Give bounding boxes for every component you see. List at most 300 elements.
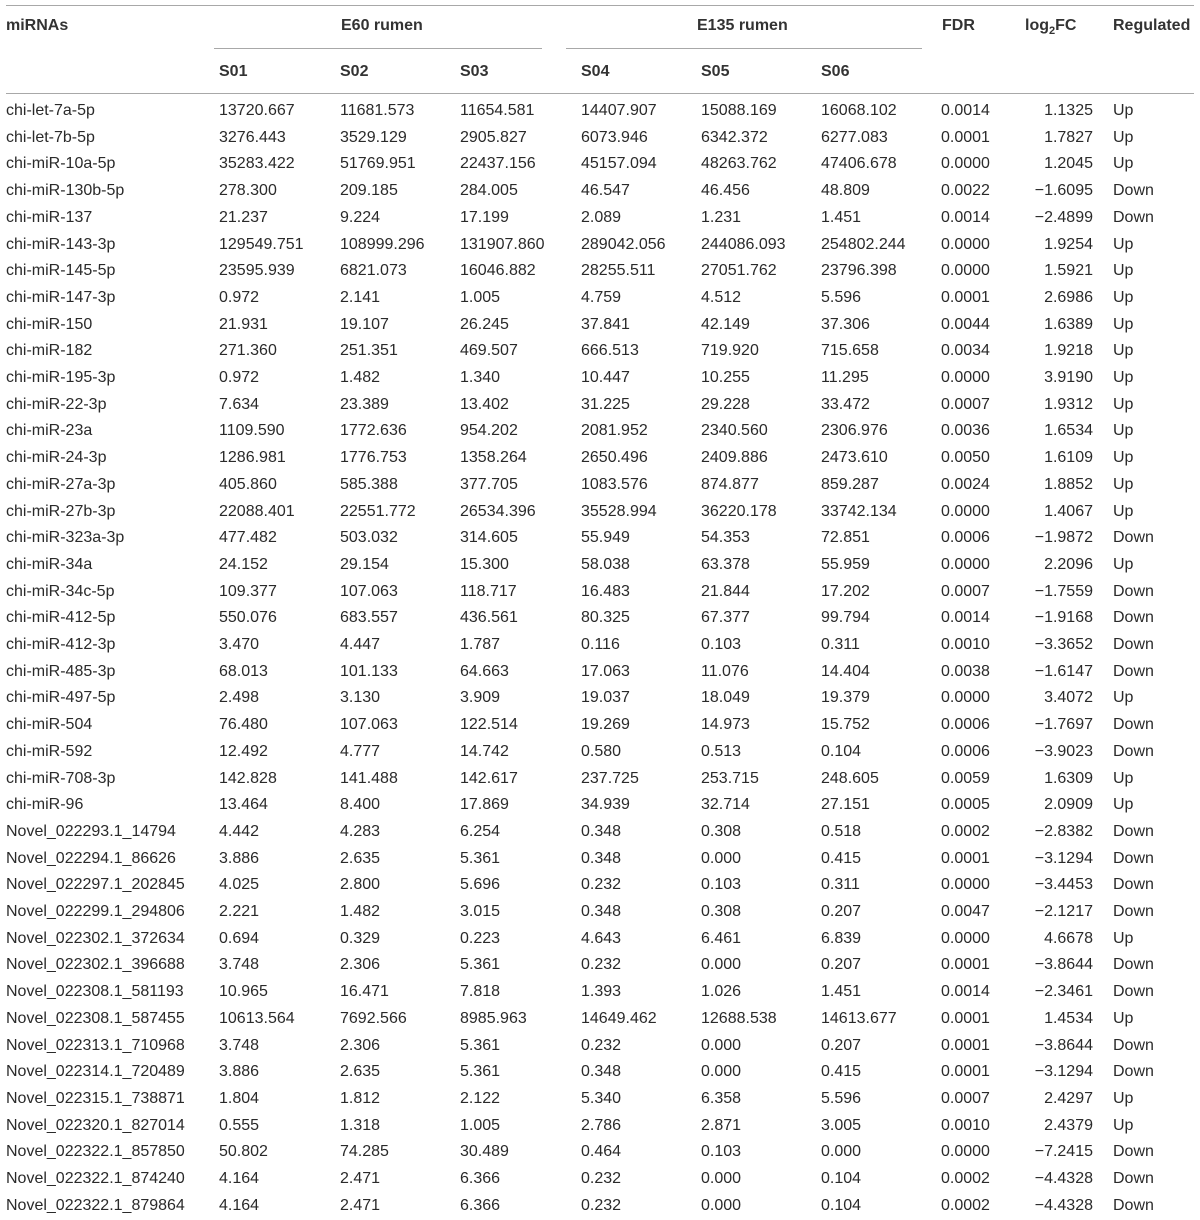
- mirna-name: chi-miR-23a: [6, 422, 93, 440]
- value-s04: 14407.907: [581, 102, 657, 119]
- value-s06: 27.151: [821, 796, 870, 814]
- fdr-value: 0.0006: [941, 529, 990, 547]
- value-s06: 6.839: [821, 929, 862, 947]
- value-s03: 8985.963: [460, 1009, 527, 1027]
- value-s05: 2.871: [701, 1116, 742, 1134]
- fdr-value: 0.0022: [941, 182, 990, 200]
- log2fc-value: 1.6309: [1044, 769, 1093, 787]
- fdr-value: 0.0036: [941, 422, 990, 440]
- table-row: [0, 1033, 1200, 1060]
- fdr-value: 0.0000: [941, 689, 990, 707]
- value-s06: 0.000: [821, 1143, 862, 1161]
- mirna-name: Novel_022294.1_86626: [6, 849, 176, 867]
- fdr-value: 0.0000: [941, 502, 990, 520]
- value-s05: 36220.178: [701, 502, 777, 520]
- value-s04: 28255.511: [581, 262, 656, 280]
- value-s01: 10613.564: [219, 1009, 295, 1027]
- log2fc-value: −2.8382: [1034, 822, 1093, 840]
- value-s03: 5.361: [460, 1036, 501, 1054]
- log2fc-subscript: 2: [1049, 25, 1056, 38]
- value-s05: 27051.762: [701, 262, 777, 280]
- log2fc-base: log: [1025, 17, 1049, 34]
- mirna-name: chi-miR-34a: [6, 555, 93, 573]
- log2fc-value: 2.0909: [1044, 796, 1093, 814]
- mirna-name: Novel_022302.1_372634: [6, 929, 185, 947]
- value-s05: 2340.560: [701, 422, 768, 440]
- value-s01: 2.498: [219, 689, 260, 707]
- regulated-value: Up: [1113, 235, 1134, 253]
- value-s05: 253.715: [701, 769, 759, 787]
- mirna-name: chi-miR-130b-5p: [6, 182, 125, 200]
- table-row: [0, 819, 1200, 846]
- mirna-name: chi-miR-195-3p: [6, 369, 116, 386]
- table-row: [0, 952, 1200, 979]
- value-s04: 35528.994: [581, 502, 657, 520]
- table-row: [0, 125, 1200, 152]
- log2fc-value: 1.9312: [1044, 395, 1093, 413]
- value-s05: 0.000: [701, 956, 742, 974]
- value-s06: 0.104: [821, 742, 862, 760]
- log2fc-value: −1.6095: [1034, 182, 1093, 200]
- regulated-value: Down: [1113, 1170, 1154, 1187]
- value-s04: 19.269: [581, 716, 630, 734]
- log2fc-value: 2.4379: [1044, 1116, 1093, 1134]
- fdr-value: 0.0050: [941, 449, 990, 467]
- value-s05: 12688.538: [701, 1009, 777, 1027]
- regulated-value: Down: [1113, 956, 1154, 974]
- value-s01: 0.694: [219, 929, 260, 947]
- table-row: [0, 312, 1200, 339]
- fdr-value: 0.0001: [941, 956, 990, 974]
- mirna-name: Novel_022297.1_202845: [6, 876, 185, 894]
- regulated-value: Down: [1113, 1063, 1154, 1081]
- value-s04: 0.232: [581, 876, 622, 894]
- table-row: [0, 846, 1200, 873]
- value-s02: 2.471: [340, 1196, 381, 1214]
- value-s03: 1.005: [460, 288, 501, 306]
- value-s04: 0.232: [581, 1036, 622, 1054]
- value-s06: 55.959: [821, 555, 870, 573]
- mirna-name: chi-miR-143-3p: [6, 235, 116, 253]
- value-s03: 26534.396: [460, 502, 536, 520]
- log2fc-value: 3.4072: [1044, 689, 1093, 707]
- fdr-value: 0.0000: [941, 1143, 990, 1161]
- value-s01: 4.164: [219, 1196, 260, 1214]
- log2fc-value: 1.6389: [1044, 315, 1093, 333]
- fdr-value: 0.0001: [941, 288, 990, 306]
- mirna-name: chi-miR-150: [6, 315, 93, 333]
- value-s01: 278.300: [219, 182, 277, 200]
- fdr-value: 0.0000: [941, 876, 990, 894]
- value-s06: 859.287: [821, 475, 879, 493]
- value-s06: 5.596: [821, 288, 862, 306]
- value-s05: 0.000: [701, 849, 742, 867]
- value-s05: 1.026: [701, 983, 742, 1001]
- value-s01: 0.972: [219, 369, 260, 386]
- value-s06: 47406.678: [821, 155, 897, 173]
- regulated-value: Down: [1113, 529, 1154, 547]
- table-row: [0, 232, 1200, 259]
- value-s02: 107.063: [340, 582, 398, 600]
- value-s03: 17.869: [460, 796, 509, 814]
- value-s04: 6073.946: [581, 128, 648, 146]
- value-s03: 1358.264: [460, 449, 527, 467]
- value-s05: 63.378: [701, 555, 750, 573]
- value-s01: 50.802: [219, 1143, 268, 1161]
- log2fc-value: −3.3652: [1034, 636, 1093, 653]
- value-s05: 18.049: [701, 689, 750, 707]
- value-s04: 666.513: [581, 342, 639, 360]
- table-row: [0, 445, 1200, 472]
- value-s02: 3529.129: [340, 128, 407, 146]
- regulated-value: Down: [1113, 1036, 1154, 1054]
- value-s01: 10.965: [219, 983, 268, 1001]
- value-s06: 6277.083: [821, 128, 888, 146]
- value-s05: 0.000: [701, 1170, 742, 1187]
- value-s03: 954.202: [460, 422, 518, 440]
- fdr-value: 0.0047: [941, 903, 990, 920]
- value-s02: 4.283: [340, 822, 381, 840]
- header-regulated: Regulated: [1113, 17, 1191, 34]
- value-s03: 377.705: [460, 475, 518, 493]
- log2fc-value: 1.2045: [1044, 155, 1093, 173]
- value-s06: 14.404: [821, 662, 870, 680]
- table-row: [0, 1086, 1200, 1113]
- value-s02: 7692.566: [340, 1009, 407, 1027]
- value-s01: 3.748: [219, 1036, 260, 1054]
- value-s02: 19.107: [340, 315, 389, 333]
- value-s01: 4.442: [219, 822, 260, 840]
- fdr-value: 0.0010: [941, 1116, 990, 1134]
- log2fc-value: −4.4328: [1034, 1196, 1093, 1214]
- fdr-value: 0.0001: [941, 849, 990, 867]
- table-row: [0, 685, 1200, 712]
- log2fc-value: 1.9218: [1044, 342, 1093, 360]
- value-s01: 3.886: [219, 849, 260, 867]
- header-fdr: FDR: [942, 17, 975, 34]
- header-bottom-rule: [6, 93, 1194, 94]
- log2fc-value: −3.8644: [1034, 1036, 1093, 1054]
- fdr-value: 0.0001: [941, 1063, 990, 1081]
- log2fc-value: 1.7827: [1044, 128, 1093, 146]
- value-s02: 107.063: [340, 716, 398, 734]
- value-s01: 22088.401: [219, 502, 295, 520]
- regulated-value: Down: [1113, 742, 1154, 760]
- value-s03: 469.507: [460, 342, 518, 360]
- value-s06: 72.851: [821, 529, 870, 547]
- log2fc-value: 1.8852: [1044, 475, 1093, 493]
- log2fc-value: 1.6534: [1044, 422, 1093, 440]
- value-s04: 34.939: [581, 796, 630, 814]
- value-s01: 4.164: [219, 1170, 260, 1187]
- table-row: [0, 766, 1200, 793]
- value-s01: 109.377: [219, 582, 277, 600]
- value-s05: 46.456: [701, 182, 750, 200]
- value-s04: 46.547: [581, 182, 630, 200]
- log2fc-value: 1.9254: [1044, 235, 1093, 253]
- regulated-value: Down: [1113, 182, 1154, 200]
- log2fc-value: −3.1294: [1034, 849, 1093, 867]
- table-row: [0, 926, 1200, 953]
- value-s05: 244086.093: [701, 235, 786, 253]
- fdr-value: 0.0000: [941, 155, 990, 173]
- value-s03: 2.122: [460, 1089, 501, 1107]
- value-s03: 3.909: [460, 689, 501, 707]
- regulated-value: Down: [1113, 662, 1154, 680]
- value-s02: 4.447: [340, 636, 381, 653]
- value-s05: 0.000: [701, 1063, 742, 1081]
- mirna-name: chi-miR-182: [6, 342, 93, 360]
- value-s05: 2409.886: [701, 449, 768, 467]
- regulated-value: Up: [1113, 1116, 1134, 1134]
- value-s05: 0.103: [701, 1143, 742, 1161]
- value-s06: 1.451: [821, 983, 862, 1001]
- value-s05: 14.973: [701, 716, 750, 734]
- value-s01: 142.828: [219, 769, 277, 787]
- table-row: [0, 499, 1200, 526]
- value-s04: 0.232: [581, 956, 622, 974]
- mirna-name: chi-miR-24-3p: [6, 449, 107, 467]
- log2fc-value: 1.5921: [1044, 262, 1093, 280]
- value-s02: 1.482: [340, 903, 381, 920]
- value-s02: 23.389: [340, 395, 389, 413]
- value-s04: 37.841: [581, 315, 630, 333]
- value-s04: 0.232: [581, 1196, 622, 1214]
- value-s06: 1.451: [821, 208, 862, 226]
- value-s06: 16068.102: [821, 102, 897, 119]
- value-s06: 254802.244: [821, 235, 906, 253]
- table-row: [0, 739, 1200, 766]
- value-s03: 6.366: [460, 1196, 501, 1214]
- value-s04: 0.348: [581, 849, 622, 867]
- value-s05: 0.103: [701, 636, 742, 653]
- mirna-name: chi-miR-10a-5p: [6, 155, 116, 173]
- value-s02: 2.471: [340, 1170, 381, 1187]
- value-s06: 248.605: [821, 769, 879, 787]
- value-s01: 477.482: [219, 529, 277, 547]
- mirna-name: Novel_022322.1_879864: [6, 1196, 185, 1214]
- mirna-name: chi-miR-27a-3p: [6, 475, 116, 493]
- mirna-name: Novel_022308.1_581193: [6, 983, 184, 1001]
- mirna-name: chi-miR-145-5p: [6, 262, 116, 280]
- header-group-e60: E60 rumen: [341, 17, 423, 34]
- value-s05: 42.149: [701, 315, 750, 333]
- fdr-value: 0.0007: [941, 1089, 990, 1107]
- log2fc-value: −1.9168: [1034, 609, 1093, 627]
- table-row: [0, 258, 1200, 285]
- value-s01: 0.972: [219, 288, 260, 306]
- value-s06: 19.379: [821, 689, 870, 707]
- table-row: [0, 712, 1200, 739]
- log2fc-value: −2.1217: [1034, 903, 1093, 920]
- value-s04: 1083.576: [581, 475, 648, 493]
- value-s01: 23595.939: [219, 262, 295, 280]
- regulated-value: Down: [1113, 582, 1154, 600]
- value-s05: 48263.762: [701, 155, 777, 173]
- value-s06: 0.311: [821, 636, 860, 653]
- value-s01: 21.931: [219, 315, 268, 333]
- regulated-value: Down: [1113, 876, 1154, 894]
- value-s01: 3276.443: [219, 128, 286, 146]
- value-s02: 1.812: [340, 1089, 381, 1107]
- mirna-name: chi-miR-485-3p: [6, 662, 116, 680]
- value-s04: 2.089: [581, 208, 622, 226]
- mirna-name: chi-miR-137: [6, 208, 93, 226]
- mirna-name: chi-miR-504: [6, 716, 93, 734]
- value-s05: 15088.169: [701, 102, 777, 119]
- value-s04: 31.225: [581, 395, 630, 413]
- table-row: [0, 472, 1200, 499]
- table-row: [0, 1139, 1200, 1166]
- value-s04: 0.116: [581, 636, 620, 653]
- fdr-value: 0.0024: [941, 475, 990, 493]
- value-s03: 131907.860: [460, 235, 545, 253]
- value-s02: 108999.296: [340, 235, 425, 253]
- regulated-value: Up: [1113, 422, 1134, 440]
- regulated-value: Up: [1113, 502, 1134, 520]
- regulated-value: Up: [1113, 555, 1134, 573]
- value-s06: 0.207: [821, 1036, 862, 1054]
- table-row: [0, 418, 1200, 445]
- value-s03: 13.402: [460, 395, 509, 413]
- mirna-name: chi-miR-27b-3p: [6, 502, 116, 520]
- value-s02: 1776.753: [340, 449, 407, 467]
- regulated-value: Up: [1113, 315, 1134, 333]
- regulated-value: Up: [1113, 796, 1134, 814]
- value-s05: 21.844: [701, 582, 750, 600]
- log2fc-value: 3.9190: [1044, 369, 1093, 386]
- log2fc-value: −3.4453: [1034, 876, 1093, 894]
- log2fc-value: −3.1294: [1034, 1063, 1093, 1081]
- value-s04: 0.464: [581, 1143, 622, 1161]
- fdr-value: 0.0010: [941, 636, 990, 653]
- value-s06: 15.752: [821, 716, 870, 734]
- value-s01: 24.152: [219, 555, 268, 573]
- fdr-value: 0.0001: [941, 1036, 990, 1054]
- fdr-value: 0.0014: [941, 102, 990, 119]
- value-s03: 26.245: [460, 315, 509, 333]
- group-rule-e60: [214, 48, 542, 49]
- value-s02: 11681.573: [340, 102, 415, 119]
- value-s04: 4.759: [581, 288, 622, 306]
- value-s06: 5.596: [821, 1089, 862, 1107]
- regulated-value: Up: [1113, 369, 1134, 386]
- mirna-name: chi-miR-708-3p: [6, 769, 116, 787]
- table-row: [0, 1059, 1200, 1086]
- header-log2fc: [1025, 17, 1076, 37]
- regulated-value: Up: [1113, 475, 1134, 493]
- log2fc-value: −2.3461: [1034, 983, 1093, 1001]
- value-s02: 2.635: [340, 1063, 381, 1081]
- regulated-value: Up: [1113, 128, 1134, 146]
- value-s05: 6.358: [701, 1089, 742, 1107]
- value-s06: 0.518: [821, 822, 862, 840]
- value-s02: 251.351: [340, 342, 398, 360]
- regulated-value: Up: [1113, 155, 1134, 173]
- table-row: [0, 1006, 1200, 1033]
- mirna-name: chi-let-7a-5p: [6, 102, 95, 119]
- log2fc-value: 2.6986: [1044, 288, 1093, 306]
- value-s04: 10.447: [581, 369, 630, 386]
- value-s03: 17.199: [460, 208, 509, 226]
- value-s06: 14613.677: [821, 1009, 897, 1027]
- mirna-name: chi-miR-323a-3p: [6, 529, 125, 547]
- regulated-value: Down: [1113, 208, 1154, 226]
- value-s02: 2.635: [340, 849, 381, 867]
- value-s04: 58.038: [581, 555, 630, 573]
- value-s04: 0.580: [581, 742, 622, 760]
- log2fc-suffix: FC: [1055, 17, 1077, 34]
- mirna-name: Novel_022315.1_738871: [6, 1089, 185, 1107]
- value-s03: 122.514: [460, 716, 518, 734]
- regulated-value: Down: [1113, 822, 1154, 840]
- value-s06: 0.207: [821, 956, 862, 974]
- value-s05: 874.877: [701, 475, 759, 493]
- value-s04: 0.348: [581, 1063, 622, 1081]
- table-row: [0, 98, 1200, 125]
- value-s03: 5.696: [460, 876, 501, 894]
- regulated-value: Up: [1113, 102, 1134, 119]
- value-s03: 7.818: [460, 983, 501, 1001]
- table-row: [0, 285, 1200, 312]
- value-s03: 64.663: [460, 662, 509, 680]
- value-s03: 5.361: [460, 1063, 501, 1081]
- value-s02: 1.482: [340, 369, 381, 386]
- value-s05: 67.377: [701, 609, 750, 627]
- value-s03: 6.254: [460, 822, 501, 840]
- fdr-value: 0.0002: [941, 822, 990, 840]
- table-row: [0, 552, 1200, 579]
- value-s04: 2081.952: [581, 422, 648, 440]
- regulated-value: Up: [1113, 288, 1134, 306]
- regulated-value: Down: [1113, 1143, 1154, 1161]
- value-s05: 11.076: [701, 662, 749, 680]
- fdr-value: 0.0000: [941, 235, 990, 253]
- value-s02: 8.400: [340, 796, 381, 814]
- table-row: [0, 792, 1200, 819]
- value-s03: 2905.827: [460, 128, 527, 146]
- value-s05: 0.308: [701, 822, 742, 840]
- value-s01: 21.237: [219, 208, 268, 226]
- value-s02: 6821.073: [340, 262, 407, 280]
- table-row: [0, 338, 1200, 365]
- value-s06: 0.207: [821, 903, 862, 920]
- regulated-value: Up: [1113, 262, 1134, 280]
- table-row: [0, 392, 1200, 419]
- value-s06: 17.202: [821, 582, 870, 600]
- value-s06: 0.104: [821, 1196, 862, 1214]
- value-s02: 683.557: [340, 609, 398, 627]
- table-row: [0, 1166, 1200, 1193]
- value-s03: 30.489: [460, 1143, 509, 1161]
- value-s02: 22551.772: [340, 502, 416, 520]
- group-rule-e135: [566, 48, 922, 49]
- value-s01: 7.634: [219, 395, 260, 413]
- regulated-value: Down: [1113, 609, 1154, 627]
- fdr-value: 0.0001: [941, 1009, 990, 1027]
- value-s01: 271.360: [219, 342, 277, 360]
- regulated-value: Up: [1113, 395, 1134, 413]
- value-s01: 76.480: [219, 716, 268, 734]
- value-s02: 16.471: [340, 983, 389, 1001]
- value-s03: 1.005: [460, 1116, 501, 1134]
- value-s04: 0.348: [581, 822, 622, 840]
- value-s03: 314.605: [460, 529, 518, 547]
- table-row: [0, 151, 1200, 178]
- value-s06: 37.306: [821, 315, 870, 333]
- header-sample-s06: S06: [821, 63, 850, 80]
- log2fc-value: 1.6109: [1044, 449, 1093, 467]
